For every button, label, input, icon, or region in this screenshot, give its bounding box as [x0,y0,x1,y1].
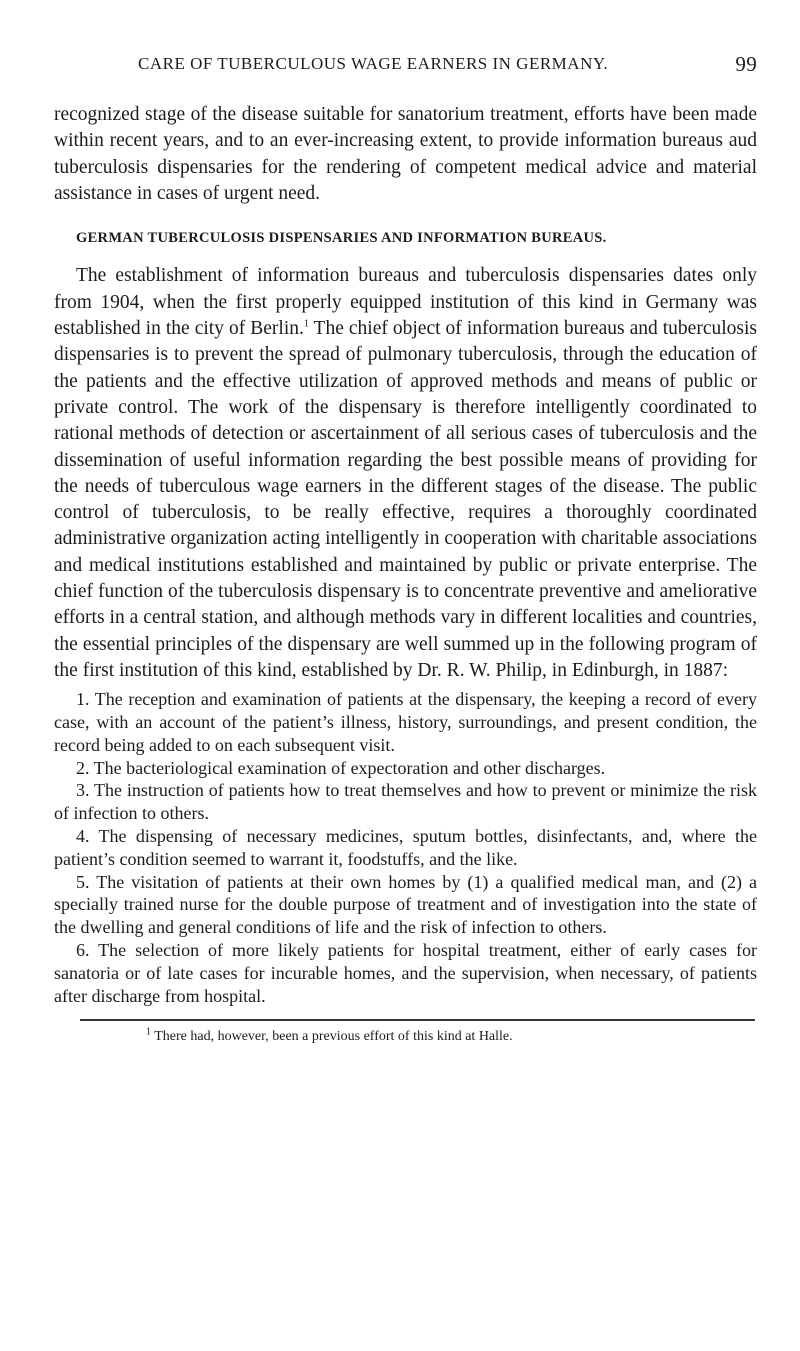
section-paragraph [54,263,757,684]
footnote-divider [80,1019,755,1021]
program-list [54,688,757,1007]
footnote-reference: 1 [303,318,309,330]
intro-paragraph: recognized stage of the disease suitable for sanatorium treatment, efforts have been made within recent years, and to an ever-increasing extent, to provide information bureaus aud tuberculosis dispensaries for the rendering of competent medical advice and material assistance in cases of urgent need. [54,104,757,204]
program-item-5: 5. The visitation of patients at their own homes by (1) a qualified medical man, and (2) a specially trained nurse for the double purpose of treatment and of investigation into the state of the dwelling and general conditions of life and the risk of infection to others. [54,871,757,938]
footnote-text: There had, however, been a previous effort of this kind at Halle. [151,1029,513,1045]
footnote [54,1026,757,1045]
section-paragraph-part-2: The chief object of information bureaus and tuberculosis dispensaries is to prevent the spread of pulmonary tuberculosis, through the education of the patients and the effective utilization of approved methods and means of public or private control. The work of the dispensary is therefore intelligently coordinated to rational methods of detection or ascertainment of all serious cases of tuberculosis and the dissemination of useful information regarding the best possible means of providing for the needs of tuberculous wage earners in the different stages of the disease. The public control of tuberculosis, to be really effective, requires a thoroughly coordinated administrative organization acting intelligently in cooperation with charitable associations and medical institutions established and maintained by public or private enterprise. The chief function of the tuberculosis dispensary is to concentrate preventive and ameliorative efforts in a central station, and although methods vary in different localities and countries, the essential principles of the dispensary are well summed up in the following program of the first institution of this kind, established by Dr. R. W. Philip, in Edinburgh, in 1887: [54,318,757,681]
running-title: CARE OF TUBERCULOUS WAGE EARNERS IN GERMANY. [138,54,609,73]
section-paragraph-part-1: The establishment of information bureaus and tuberculosis dispensaries dates only from 1904, when the first properly equipped institution of this kind in Germany was established in the city of Berlin. [54,265,757,340]
page-number: 99 [735,52,757,76]
section-heading: GERMAN TUBERCULOSIS DISPENSARIES AND INFORMATION BUREAUS. [76,230,607,247]
program-item-1: 1. The reception and examination of patients at the dispensary, the keeping a record of every case, with an account of the patient’s illness, history, surroundings, and present condition, the record being added to on each subsequent visit. [54,689,757,755]
program-item-6: 6. The selection of more likely patients for hospital treatment, either of early cases for sanatoria or of late cases for incurable homes, and the supervision, when necessary, of patients after discharge from hospital. [54,940,757,1006]
program-item-2: 2. The bacteriological examination of expectoration and other discharges. [76,757,606,778]
running-header [54,52,757,78]
footnote-marker: 1 [146,1026,151,1038]
program-item-4: 4. The dispensing of necessary medicines, sputum bottles, disinfectants, and, where the patient’s condition seemed to warrant it, foodstuffs, and the like. [54,826,757,869]
program-item-3: 3. The instruction of patients how to treat themselves and how to prevent or minimize the risk of infection to others. [54,780,757,824]
body-text [54,102,757,684]
document-page [54,52,757,1045]
